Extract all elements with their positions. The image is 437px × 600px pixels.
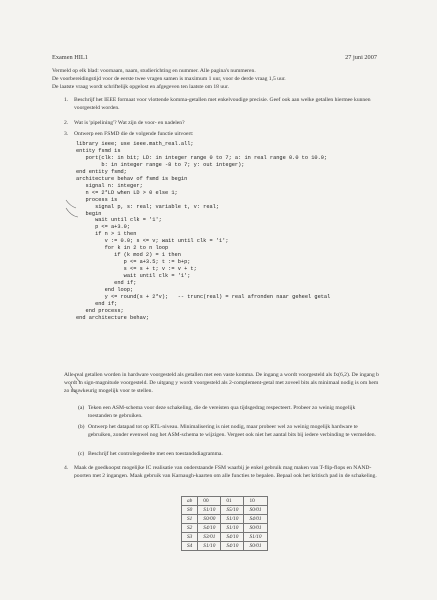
- table-cell: S0/01: [244, 524, 267, 533]
- table-header-cell: 10: [244, 497, 267, 506]
- table-cell: S4/10: [221, 533, 244, 542]
- table-cell: S3/01: [198, 533, 221, 542]
- question-text: Beschrijf het IEEE formaat voor vlottende komma-getallen met enkelvoudige precisie. Geef ook aan welke getallen hiermee kunnen voorgesteld worden.: [74, 97, 371, 111]
- instruction-line: De voorbereidingstijd voor de eerste twee vragen samen is maximum 1 uur, voor de derde vraag 1,5 uur.: [52, 76, 286, 83]
- question-3-description: [64, 372, 380, 395]
- question-number: 4.: [64, 465, 69, 471]
- table-cell: S3: [182, 533, 198, 542]
- table-cell: S5/10: [221, 506, 244, 515]
- question-text: Maak de goedkoopst mogelijke IC realisatie van onderstaande FSM waarbij je enkel gebruik mag maken van T-flip-flops en NAND-poorten met 2 ingangen. Maak gebruik van Karnaugh-kaarten om alle functies te bepalen. Bepaal ook het kritisch pad in de schakeling.: [74, 465, 377, 479]
- table-cell: S1: [182, 515, 198, 524]
- question-3a: [78, 405, 380, 421]
- table-row: [182, 533, 268, 542]
- table-cell: S0/01: [244, 506, 267, 515]
- pen-annotation-marks: [62, 196, 92, 396]
- table-cell: S4/01: [244, 515, 267, 524]
- table-row: [182, 542, 268, 551]
- table-header-cell: 00: [198, 497, 221, 506]
- table-cell: S0/01: [244, 542, 267, 551]
- question-3: [64, 131, 374, 139]
- table-cell: S1/10: [198, 542, 221, 551]
- exam-title: Examen HIL1: [52, 54, 88, 61]
- code-block: library ieee; use ieee.math_real.all; entity fsmd is port(clk: in bit; LD: in integer range 0 to 7; a: in real range 0.0 to 10.0; b: in integer range -8 to 7; y: out integer); end entity fsmd; architecture behav of fsmd is begin signal n: integer; n <= 2*LD when LD > 0 else 1; process is signal p, s: real; variable t, v: real; begin wait until clk = '1'; p <= a+3.0; if n > 1 then v := 0.0; s <= v; wait until clk = '1'; for k in 2 to n loop if (k mod 2) = 1 then p <= a+3.5; t := b+p; s <= s + t; v := v + t; wait until clk = '1'; end if; end loop; y <= round(s + 2*v); -- trunc(real) = real afronden naar geheel getal end if; end process; end architecture behav;: [76, 141, 331, 321]
- fsm-table-wrap: [181, 496, 268, 551]
- part-label: (c): [78, 451, 85, 457]
- question-number: 1.: [64, 97, 69, 103]
- part-text: Ontwerp het datapad tot op RTL-niveau. Minimalisering is niet nodig, maar probeer wel zo weinig mogelijk hardware te gebruiken, zonder evenwel nog het ASM-schema te wijzigen. Vergeet ook niet het aantal bits bij iedere verbinding te vermelden.: [88, 424, 376, 438]
- table-header-cell: ab: [182, 497, 198, 506]
- question-text: Ontwerp een FSMD die de volgende functie uitvoert:: [74, 131, 194, 137]
- part-label: (b): [78, 424, 85, 430]
- vhdl-code: [76, 141, 330, 322]
- table-header-row: [182, 497, 268, 506]
- question-3b: [78, 424, 380, 440]
- table-cell: S4: [182, 542, 198, 551]
- table-header-cell: 01: [221, 497, 244, 506]
- table-cell: S0/00: [198, 515, 221, 524]
- question-1: [64, 97, 374, 113]
- instruction-line: Vermeld op elk blad: voornaam, naam, studierichting en nummer. Alle pagina's nummeren.: [52, 68, 256, 74]
- instructions: [52, 67, 382, 92]
- part-label: (a): [78, 405, 85, 411]
- table-cell: S1/10: [221, 515, 244, 524]
- table-cell: S4/10: [221, 542, 244, 551]
- table-cell: S1/10: [221, 524, 244, 533]
- question-text: Wat is 'pipelining'? Wat zijn de voor- en nadelen?: [74, 120, 185, 126]
- part-text: Beschrijf het controlegedeelte met een toestandsdiagramma.: [88, 451, 223, 457]
- table-cell: S1/10: [198, 506, 221, 515]
- table-cell: S0: [182, 506, 198, 515]
- exam-date: 27 juni 2007: [345, 54, 377, 61]
- table-row: [182, 524, 268, 533]
- part-text: Teken een ASM-schema voor deze schakeling, die de vereisten qua tijdsgedrag respecteert. Probeer zo weinig mogelijk toestanden te gebruiken.: [88, 405, 356, 419]
- instruction-line: De laatste vraag wordt schriftelijk opgelost en afgegeven ten laatste om 18 uur.: [52, 84, 229, 91]
- table-cell: S4/10: [198, 524, 221, 533]
- question-2: [64, 120, 374, 128]
- question-3c: [78, 451, 380, 459]
- question-number: 2.: [64, 120, 69, 126]
- table-row: [182, 515, 268, 524]
- fsm-state-table: [181, 496, 268, 551]
- header: [52, 54, 377, 61]
- table-row: [182, 506, 268, 515]
- question-number: 3.: [64, 131, 69, 137]
- table-cell: S2: [182, 524, 198, 533]
- table-cell: S1/10: [244, 533, 267, 542]
- question-4: [64, 465, 380, 481]
- fixed-point-description: Alle real getallen worden in hardware voorgesteld als getallen met een vaste komma. De ingang a wordt voorgesteld als fx(6,2). De ingang b wordt in sign-magnitude voorgesteld. De uitgang y wordt voorgesteld als 2-complement-getal met zoveel bits als minimaal nodig is om hem zo nauwkeurig mogelijk voor te stellen.: [64, 372, 379, 394]
